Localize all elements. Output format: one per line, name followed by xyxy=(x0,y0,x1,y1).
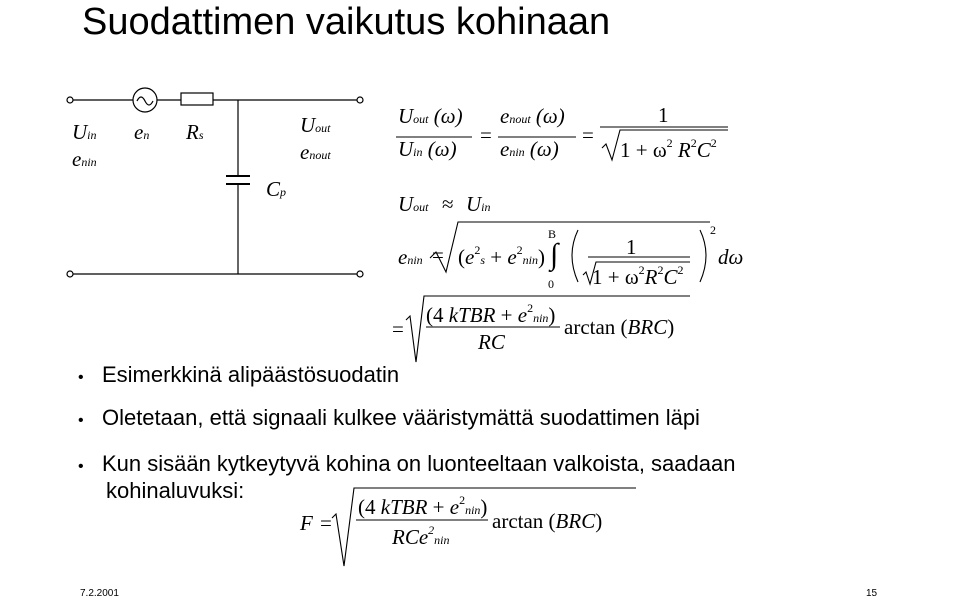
eq1-numerator-one: 1 xyxy=(658,103,669,127)
eq1-equals-1: = xyxy=(480,123,492,147)
eq3-lower-limit: 0 xyxy=(548,277,554,291)
eq3-outer-square: 2 xyxy=(710,223,716,237)
eq4-denominator: RC xyxy=(478,330,505,354)
f-denominator: RCe$^2$nin xyxy=(392,523,450,549)
bullet-3: • Kun sisään kytkeytyvä kohina on luonteeltaan valkoista, saadaan xyxy=(78,451,736,476)
eq1-den-e: enin (ω) xyxy=(500,137,559,161)
label-u-in: Uin xyxy=(72,120,97,144)
eq4-arctan: arctan (BRC) xyxy=(564,315,675,339)
eq3-equals: = xyxy=(432,243,444,267)
label-u-out: Uout xyxy=(300,113,331,137)
f-arctan: arctan (BRC) xyxy=(492,509,603,533)
terminal-in-bottom xyxy=(67,271,73,277)
terminal-out-bottom xyxy=(357,271,363,277)
terminal-out-top xyxy=(357,97,363,103)
f-equals: = xyxy=(320,511,332,535)
eq3-big-lparen xyxy=(572,230,578,282)
resistor-rs xyxy=(181,93,213,105)
eq3-big-rparen xyxy=(700,230,706,282)
terminal-in-top xyxy=(67,97,73,103)
eq1-equals-2: = xyxy=(582,123,594,147)
eq1-num-e: enout (ω) xyxy=(500,104,565,128)
eq2-u-in: Uin xyxy=(466,192,491,216)
slide-title: Suodattimen vaikutus kohinaan xyxy=(82,1,611,43)
bullet-dot: • xyxy=(78,412,84,429)
f-symbol: F xyxy=(300,511,313,535)
bullet-2: • Oletetaan, että signaali kulkee vääristymättä suodattimen läpi xyxy=(78,405,700,430)
bullet-dot: • xyxy=(78,458,84,475)
page-number: 15 xyxy=(866,588,878,599)
label-c-p: Cp xyxy=(266,177,287,201)
bullet-1: • Esimerkkinä alipäästösuodatin xyxy=(78,362,400,387)
eq3-upper-limit: B xyxy=(548,227,557,241)
eq1-denominator: $1 + \omega^2$ $R^2C^2$ xyxy=(620,136,717,162)
label-e-n: en xyxy=(134,120,150,144)
bullet-3-continuation: kohinaluvuksi: xyxy=(106,478,245,503)
label-e-nout: enout xyxy=(300,140,331,164)
eq3-sum: $(e^2s + e^2nin)$ xyxy=(458,243,546,269)
eq3-integral: ∫ xyxy=(550,238,559,271)
label-e-nin: enin xyxy=(72,147,97,171)
eq1-den-u: Uin (ω) xyxy=(398,137,457,161)
eq1-num-u: Uout (ω) xyxy=(398,104,463,128)
eq2-approx: ≈ xyxy=(442,192,454,216)
f-numerator: (4 kTBR + $e^2nin$) xyxy=(358,493,488,519)
label-r-s: Rs xyxy=(186,120,204,144)
bullet-dot: • xyxy=(78,369,84,386)
eq3-inner-one: 1 xyxy=(626,235,637,259)
eq3-e-nin: enin xyxy=(398,245,423,269)
eq2-u-out: Uout xyxy=(398,192,429,216)
eq3-domega: dω xyxy=(718,245,744,269)
eq3-inner-denominator: $1 + \omega^2R^2C^2$ xyxy=(592,263,684,289)
footer-date: 7.2.2001 xyxy=(80,588,119,599)
eq4-equals: = xyxy=(392,317,404,341)
eq4-numerator: (4 kTBR + $e^2nin$) xyxy=(426,301,556,327)
